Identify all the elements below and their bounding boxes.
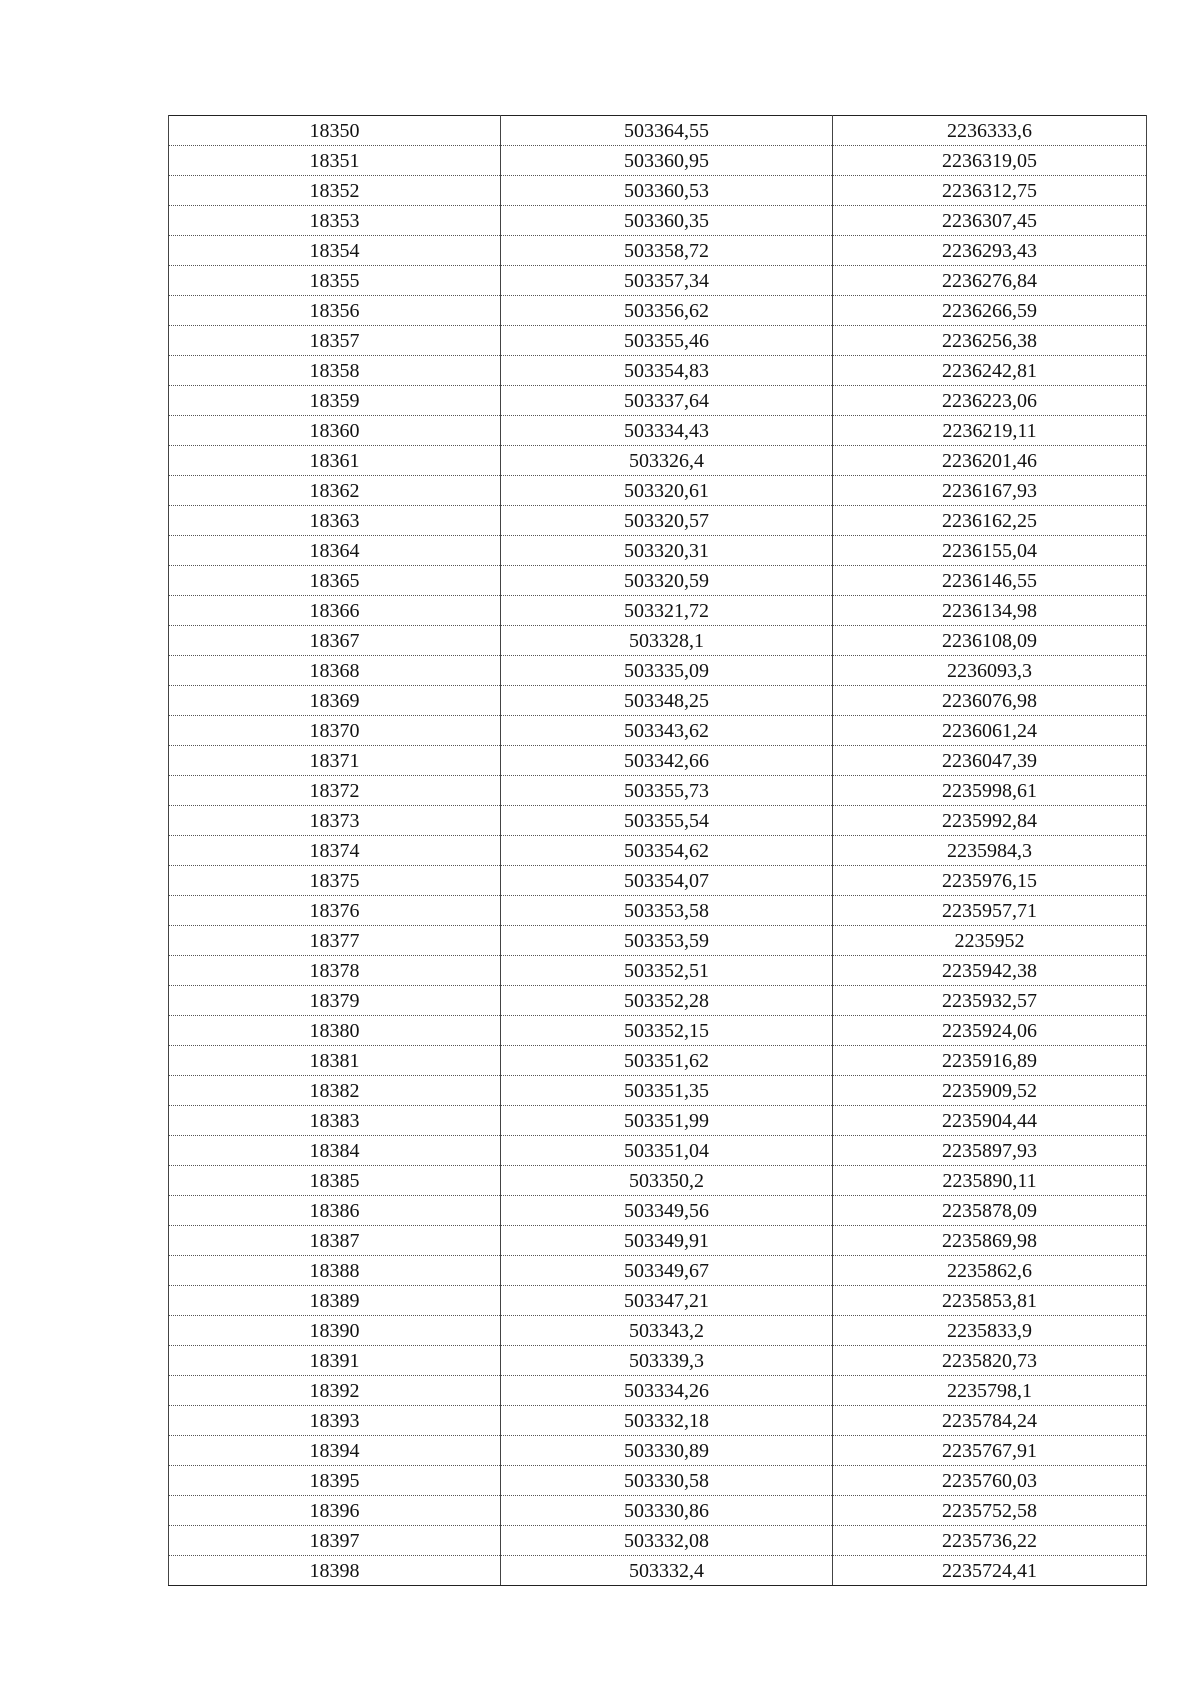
table-row	[169, 1346, 1147, 1376]
point-number-cell: 18371	[169, 746, 501, 776]
point-number-cell: 18398	[169, 1556, 501, 1586]
x-coordinate-cell: 503320,57	[501, 506, 833, 536]
table-row	[169, 1046, 1147, 1076]
x-coordinate-cell: 503321,72	[501, 596, 833, 626]
y-coordinate-cell: 2235767,91	[833, 1436, 1147, 1466]
x-coordinate-cell: 503354,62	[501, 836, 833, 866]
x-coordinate-cell: 503358,72	[501, 236, 833, 266]
x-coordinate-cell: 503351,62	[501, 1046, 833, 1076]
y-coordinate-cell: 2236276,84	[833, 266, 1147, 296]
point-number-cell: 18368	[169, 656, 501, 686]
table-row	[169, 566, 1147, 596]
x-coordinate-cell: 503335,09	[501, 656, 833, 686]
x-coordinate-cell: 503349,56	[501, 1196, 833, 1226]
y-coordinate-cell: 2236201,46	[833, 446, 1147, 476]
point-number-cell: 18354	[169, 236, 501, 266]
x-coordinate-cell: 503354,07	[501, 866, 833, 896]
x-coordinate-cell: 503357,34	[501, 266, 833, 296]
y-coordinate-cell: 2236319,05	[833, 146, 1147, 176]
point-number-cell: 18351	[169, 146, 501, 176]
y-coordinate-cell: 2235998,61	[833, 776, 1147, 806]
table-row	[169, 626, 1147, 656]
point-number-cell: 18362	[169, 476, 501, 506]
table-row	[169, 146, 1147, 176]
y-coordinate-cell: 2235952	[833, 926, 1147, 956]
point-number-cell: 18373	[169, 806, 501, 836]
point-number-cell: 18390	[169, 1316, 501, 1346]
point-number-cell: 18381	[169, 1046, 501, 1076]
y-coordinate-cell: 2236146,55	[833, 566, 1147, 596]
y-coordinate-cell: 2235984,3	[833, 836, 1147, 866]
point-number-cell: 18370	[169, 716, 501, 746]
x-coordinate-cell: 503352,51	[501, 956, 833, 986]
point-number-cell: 18396	[169, 1496, 501, 1526]
y-coordinate-cell: 2235904,44	[833, 1106, 1147, 1136]
table-row	[169, 1016, 1147, 1046]
y-coordinate-cell: 2236293,43	[833, 236, 1147, 266]
table-row	[169, 1376, 1147, 1406]
y-coordinate-cell: 2235916,89	[833, 1046, 1147, 1076]
point-number-cell: 18374	[169, 836, 501, 866]
point-number-cell: 18392	[169, 1376, 501, 1406]
table-row	[169, 206, 1147, 236]
table-row	[169, 596, 1147, 626]
x-coordinate-cell: 503360,35	[501, 206, 833, 236]
y-coordinate-cell: 2236162,25	[833, 506, 1147, 536]
table-row	[169, 1286, 1147, 1316]
point-number-cell: 18360	[169, 416, 501, 446]
table-row	[169, 716, 1147, 746]
x-coordinate-cell: 503360,53	[501, 176, 833, 206]
point-number-cell: 18356	[169, 296, 501, 326]
y-coordinate-cell: 2235833,9	[833, 1316, 1147, 1346]
table-row	[169, 356, 1147, 386]
point-number-cell: 18352	[169, 176, 501, 206]
table-row	[169, 326, 1147, 356]
y-coordinate-cell: 2235957,71	[833, 896, 1147, 926]
table-row	[169, 1106, 1147, 1136]
table-row	[169, 1166, 1147, 1196]
table-row	[169, 1076, 1147, 1106]
table-row	[169, 656, 1147, 686]
x-coordinate-cell: 503352,28	[501, 986, 833, 1016]
x-coordinate-cell: 503334,26	[501, 1376, 833, 1406]
table-row	[169, 1496, 1147, 1526]
x-coordinate-cell: 503342,66	[501, 746, 833, 776]
x-coordinate-cell: 503355,73	[501, 776, 833, 806]
table-row	[169, 806, 1147, 836]
point-number-cell: 18364	[169, 536, 501, 566]
point-number-cell: 18388	[169, 1256, 501, 1286]
y-coordinate-cell: 2236155,04	[833, 536, 1147, 566]
table-row	[169, 926, 1147, 956]
y-coordinate-cell: 2235820,73	[833, 1346, 1147, 1376]
table-row	[169, 1256, 1147, 1286]
table-row	[169, 896, 1147, 926]
y-coordinate-cell: 2236047,39	[833, 746, 1147, 776]
point-number-cell: 18395	[169, 1466, 501, 1496]
y-coordinate-cell: 2235869,98	[833, 1226, 1147, 1256]
x-coordinate-cell: 503353,58	[501, 896, 833, 926]
x-coordinate-cell: 503355,46	[501, 326, 833, 356]
table-row	[169, 116, 1147, 146]
y-coordinate-cell: 2236076,98	[833, 686, 1147, 716]
y-coordinate-cell: 2235724,41	[833, 1556, 1147, 1586]
x-coordinate-cell: 503354,83	[501, 356, 833, 386]
y-coordinate-cell: 2236061,24	[833, 716, 1147, 746]
table-row	[169, 1226, 1147, 1256]
y-coordinate-cell: 2235897,93	[833, 1136, 1147, 1166]
y-coordinate-cell: 2235976,15	[833, 866, 1147, 896]
x-coordinate-cell: 503332,08	[501, 1526, 833, 1556]
y-coordinate-cell: 2236134,98	[833, 596, 1147, 626]
table-row	[169, 956, 1147, 986]
coordinates-table-body	[169, 116, 1147, 1586]
x-coordinate-cell: 503320,59	[501, 566, 833, 596]
y-coordinate-cell: 2236333,6	[833, 116, 1147, 146]
table-row	[169, 446, 1147, 476]
x-coordinate-cell: 503351,99	[501, 1106, 833, 1136]
y-coordinate-cell: 2235932,57	[833, 986, 1147, 1016]
x-coordinate-cell: 503332,4	[501, 1556, 833, 1586]
point-number-cell: 18367	[169, 626, 501, 656]
x-coordinate-cell: 503349,67	[501, 1256, 833, 1286]
table-row	[169, 536, 1147, 566]
y-coordinate-cell: 2235924,06	[833, 1016, 1147, 1046]
y-coordinate-cell: 2236219,11	[833, 416, 1147, 446]
y-coordinate-cell: 2235736,22	[833, 1526, 1147, 1556]
y-coordinate-cell: 2235942,38	[833, 956, 1147, 986]
y-coordinate-cell: 2235909,52	[833, 1076, 1147, 1106]
point-number-cell: 18391	[169, 1346, 501, 1376]
point-number-cell: 18353	[169, 206, 501, 236]
point-number-cell: 18363	[169, 506, 501, 536]
x-coordinate-cell: 503332,18	[501, 1406, 833, 1436]
x-coordinate-cell: 503320,61	[501, 476, 833, 506]
point-number-cell: 18378	[169, 956, 501, 986]
y-coordinate-cell: 2236256,38	[833, 326, 1147, 356]
table-row	[169, 266, 1147, 296]
table-row	[169, 236, 1147, 266]
table-row	[169, 416, 1147, 446]
point-number-cell: 18357	[169, 326, 501, 356]
x-coordinate-cell: 503356,62	[501, 296, 833, 326]
table-row	[169, 776, 1147, 806]
x-coordinate-cell: 503320,31	[501, 536, 833, 566]
point-number-cell: 18380	[169, 1016, 501, 1046]
point-number-cell: 18365	[169, 566, 501, 596]
table-row	[169, 1556, 1147, 1586]
table-row	[169, 836, 1147, 866]
y-coordinate-cell: 2236167,93	[833, 476, 1147, 506]
table-row	[169, 1136, 1147, 1166]
x-coordinate-cell: 503352,15	[501, 1016, 833, 1046]
y-coordinate-cell: 2235853,81	[833, 1286, 1147, 1316]
table-row	[169, 986, 1147, 1016]
x-coordinate-cell: 503330,58	[501, 1466, 833, 1496]
table-row	[169, 1466, 1147, 1496]
point-number-cell: 18386	[169, 1196, 501, 1226]
point-number-cell: 18384	[169, 1136, 501, 1166]
x-coordinate-cell: 503326,4	[501, 446, 833, 476]
table-row	[169, 386, 1147, 416]
table-row	[169, 1406, 1147, 1436]
point-number-cell: 18382	[169, 1076, 501, 1106]
y-coordinate-cell: 2235992,84	[833, 806, 1147, 836]
point-number-cell: 18361	[169, 446, 501, 476]
y-coordinate-cell: 2235760,03	[833, 1466, 1147, 1496]
table-row	[169, 296, 1147, 326]
x-coordinate-cell: 503355,54	[501, 806, 833, 836]
point-number-cell: 18359	[169, 386, 501, 416]
y-coordinate-cell: 2235878,09	[833, 1196, 1147, 1226]
x-coordinate-cell: 503349,91	[501, 1226, 833, 1256]
table-row	[169, 1316, 1147, 1346]
y-coordinate-cell: 2235862,6	[833, 1256, 1147, 1286]
point-number-cell: 18379	[169, 986, 501, 1016]
table-row	[169, 476, 1147, 506]
point-number-cell: 18377	[169, 926, 501, 956]
table-row	[169, 1196, 1147, 1226]
table-row	[169, 746, 1147, 776]
point-number-cell: 18397	[169, 1526, 501, 1556]
y-coordinate-cell: 2235890,11	[833, 1166, 1147, 1196]
y-coordinate-cell: 2236223,06	[833, 386, 1147, 416]
table-row	[169, 866, 1147, 896]
point-number-cell: 18358	[169, 356, 501, 386]
x-coordinate-cell: 503328,1	[501, 626, 833, 656]
coordinates-table	[168, 115, 1147, 1586]
point-number-cell: 18387	[169, 1226, 501, 1256]
x-coordinate-cell: 503330,86	[501, 1496, 833, 1526]
table-row	[169, 1526, 1147, 1556]
y-coordinate-cell: 2235784,24	[833, 1406, 1147, 1436]
table-row	[169, 686, 1147, 716]
table-row	[169, 176, 1147, 206]
x-coordinate-cell: 503343,62	[501, 716, 833, 746]
y-coordinate-cell: 2236312,75	[833, 176, 1147, 206]
point-number-cell: 18355	[169, 266, 501, 296]
x-coordinate-cell: 503343,2	[501, 1316, 833, 1346]
point-number-cell: 18375	[169, 866, 501, 896]
x-coordinate-cell: 503337,64	[501, 386, 833, 416]
point-number-cell: 18394	[169, 1436, 501, 1466]
x-coordinate-cell: 503360,95	[501, 146, 833, 176]
y-coordinate-cell: 2236093,3	[833, 656, 1147, 686]
y-coordinate-cell: 2235798,1	[833, 1376, 1147, 1406]
y-coordinate-cell: 2236242,81	[833, 356, 1147, 386]
x-coordinate-cell: 503347,21	[501, 1286, 833, 1316]
y-coordinate-cell: 2235752,58	[833, 1496, 1147, 1526]
x-coordinate-cell: 503351,35	[501, 1076, 833, 1106]
table-row	[169, 506, 1147, 536]
point-number-cell: 18372	[169, 776, 501, 806]
x-coordinate-cell: 503353,59	[501, 926, 833, 956]
x-coordinate-cell: 503339,3	[501, 1346, 833, 1376]
point-number-cell: 18385	[169, 1166, 501, 1196]
x-coordinate-cell: 503350,2	[501, 1166, 833, 1196]
y-coordinate-cell: 2236108,09	[833, 626, 1147, 656]
point-number-cell: 18383	[169, 1106, 501, 1136]
x-coordinate-cell: 503351,04	[501, 1136, 833, 1166]
point-number-cell: 18369	[169, 686, 501, 716]
x-coordinate-cell: 503364,55	[501, 116, 833, 146]
point-number-cell: 18393	[169, 1406, 501, 1436]
x-coordinate-cell: 503348,25	[501, 686, 833, 716]
y-coordinate-cell: 2236266,59	[833, 296, 1147, 326]
point-number-cell: 18366	[169, 596, 501, 626]
table-row	[169, 1436, 1147, 1466]
x-coordinate-cell: 503334,43	[501, 416, 833, 446]
point-number-cell: 18389	[169, 1286, 501, 1316]
y-coordinate-cell: 2236307,45	[833, 206, 1147, 236]
point-number-cell: 18350	[169, 116, 501, 146]
x-coordinate-cell: 503330,89	[501, 1436, 833, 1466]
point-number-cell: 18376	[169, 896, 501, 926]
